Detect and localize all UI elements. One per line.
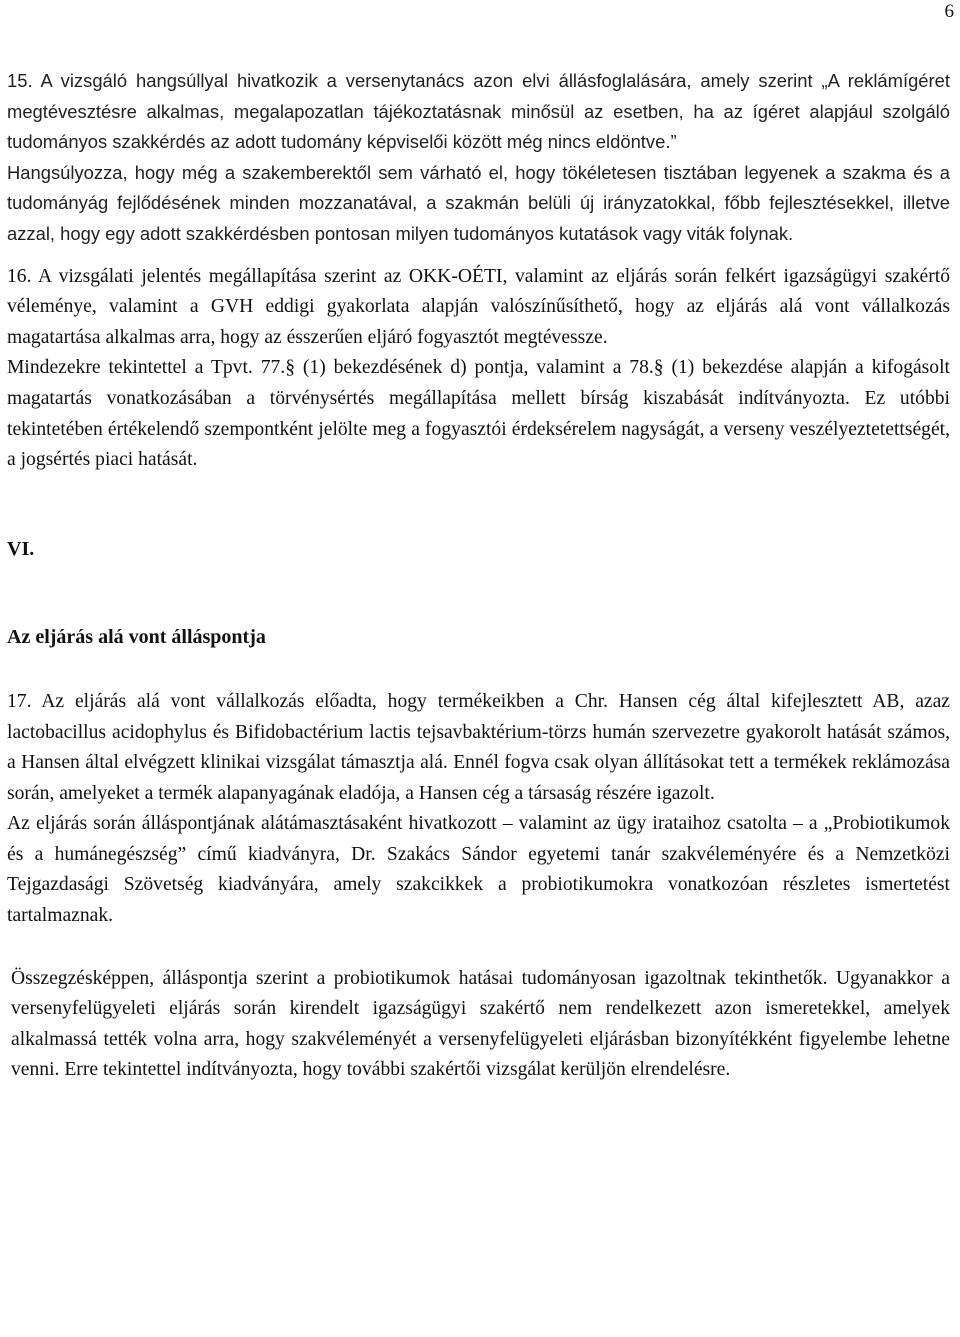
paragraph-16-motion: Mindezekre tekintettel a Tpvt. 77.§ (1) bekezdésének d) pontja, valamint a 78.§ (1) bekezdése alapján a kifogásolt magatartás vonatkozásában a törvénysértés megállapítása mellett bírság kiszabását indítványozta. Ez utóbbi tekintetében értékelendő szempontként jelölte meg a fogyasztói érdeksérelem nagyságát, a verseny veszélyeztetettségét, a jogsértés piaci hatását.	[7, 357, 950, 471]
paragraph-17-evidence: Az eljárás során álláspontjának alátámasztásaként hivatkozott – valamint az ügy irataihoz csatolta – a „Probiotikumok és a humánegészség” című kiadványra, Dr. Szakács Sándor egyetemi tanár szakvéleményére és a Nemzetközi Tejgazdasági Szövetség kiadványára, amely szakcikkek a probiotikumokra vonatkozóan részletes ismertetést tartalmaznak.	[7, 813, 950, 927]
paragraph-17-summary: Összegzésképpen, álláspontja szerint a probiotikumok hatásai tudományosan igazoltnak tekinthetők. Ugyanakkor a versenyfelügyeleti eljárás során kirendelt igazságügyi szakértő nem rendelkezett azon ismeretekkel, amelyek alkalmassá tették volna arra, hogy szakvéleményét a versenyfelügyeleti eljárásban bizonyítékként figyelembe lehetne venni. Erre tekintettel indítványozta, hogy további szakértői vizsgálat kerüljön elrendelésre.	[11, 967, 950, 1081]
spacer	[7, 932, 950, 964]
page-number: 6	[944, 1, 954, 22]
paragraph-15-emphasis: Hangsúlyozza, hogy még a szakemberektől sem várható el, hogy tökéletesen tisztában legyenek a szakma és a tudományág fejlődésének minden mozzanatával, a szakmán belüli új irányzatokkal, főbb fejlesztésekkel, illetve azzal, hogy egy adott szakkérdésben pontosan milyen tudományos kutatások vagy viták folynak.	[7, 161, 950, 244]
section-title: Az eljárás alá vont álláspontja	[7, 626, 266, 649]
document-body	[7, 66, 950, 1086]
section-number: VI.	[7, 537, 35, 560]
spacer	[7, 250, 950, 262]
paragraph-17-statement: 17. Az eljárás alá vont vállalkozás előadta, hogy termékeikben a Chr. Hansen cég által kifejlesztett AB, azaz lactobacillus acidophylus és Bifidobactérium lactis tejsavbaktérium-törzs humán szervezetre gyakorolt hatását számos, a Hansen által elvégzett klinikai vizsgálat támasztja alá. Ennél fogva csak olyan állításokat tett a termékek reklámozása során, amelyeket a termék alapanyagának eladója, a Hansen cég a társaság részére igazolt.	[7, 690, 950, 804]
paragraph-16-finding: 16. A vizsgálati jelentés megállapítása szerint az OKK-OÉTI, valamint az eljárás során felkért igazságügyi szakértő véleménye, valamint a GVH eddigi gyakorlata alapján valószínűsíthető, hogy az eljárás alá vont vállalkozás magatartása alkalmas arra, hogy az ésszerűen eljáró fogyasztót megtévessze.	[7, 265, 950, 348]
paragraph-15-quote: 15. A vizsgáló hangsúllyal hivatkozik a versenytanács azon elvi állásfoglalására, amely szerint „A reklámígéret megtévesztésre alkalmas, megalapozatlan tájékoztatásnak minősül az esetben, ha az ígéret alapjául szolgáló tudományos szakkérdés az adott tudomány képviselői között még nincs eldöntve.”	[7, 70, 950, 153]
